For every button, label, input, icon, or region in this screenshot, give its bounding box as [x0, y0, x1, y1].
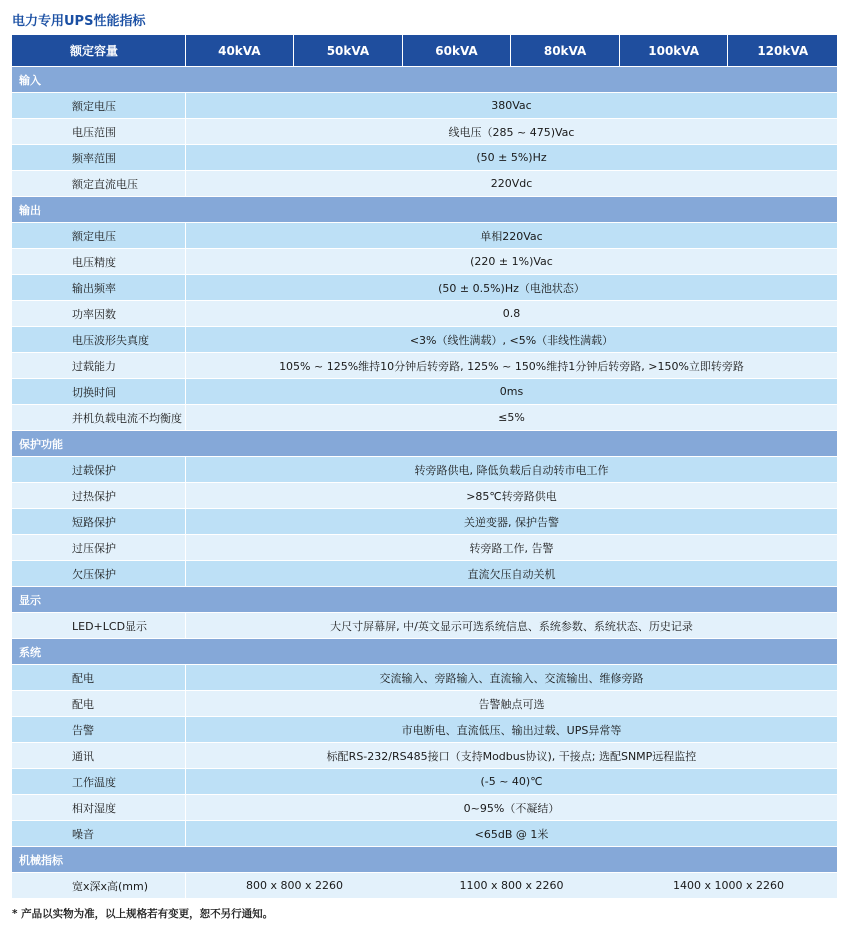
row-label: 配电 [12, 665, 186, 690]
row-value: >85℃转旁路供电 [466, 489, 557, 503]
row-value: 转旁路工作, 告警 [469, 541, 554, 555]
row-label: 相对湿度 [12, 795, 186, 820]
row-value: 220Vdc [490, 177, 533, 190]
table-row [12, 119, 837, 144]
table-row [12, 873, 837, 898]
table-row [12, 535, 837, 560]
page-title: 电力专用UPS性能指标 [12, 14, 146, 29]
row-label: 过载保护 [12, 457, 186, 482]
table-row [12, 405, 837, 430]
row-value: 0ms [499, 385, 524, 398]
table-row [12, 327, 837, 352]
table-row [12, 171, 837, 196]
row-label: 并机负载电流不均衡度 [12, 405, 186, 430]
table-row [12, 457, 837, 482]
section-display: 显示 [12, 587, 837, 612]
row-value: 交流输入、旁路输入、直流输入、交流输出、维修旁路 [379, 671, 644, 685]
row-value: 转旁路供电, 降低负载后自动转市电工作 [414, 463, 609, 477]
row-value: 关逆变器, 保护告警 [464, 515, 559, 529]
header-capacity: 40kVA [186, 35, 295, 66]
row-label: 配电 [12, 691, 186, 716]
row-value: (-5 ~ 40)℃ [480, 775, 543, 788]
row-value: (50 ± 0.5%)Hz（电池状态） [438, 281, 585, 295]
row-label: 频率范围 [12, 145, 186, 170]
row-label: 输出频率 [12, 275, 186, 300]
table-row [12, 379, 837, 404]
row-value: 市电断电、直流低压、输出过载、UPS异常等 [401, 723, 622, 737]
row-label: 短路保护 [12, 509, 186, 534]
table-row [12, 613, 837, 638]
row-label: 过载能力 [12, 353, 186, 378]
row-value: 105% ~ 125%维持10分钟后转旁路, 125% ~ 150%维持1分钟后转旁路, >150%立即转旁路 [279, 359, 744, 373]
row-value: <65dB @ 1米 [474, 827, 549, 841]
row-label: 欠压保护 [12, 561, 186, 586]
row-value: 0.8 [502, 307, 521, 320]
row-label: 告警 [12, 717, 186, 742]
row-label: 过压保护 [12, 535, 186, 560]
dimension-value: 1400 x 1000 x 2260 [673, 879, 784, 892]
header-capacity: 60kVA [403, 35, 512, 66]
section-output: 输出 [12, 197, 837, 222]
row-label: 通讯 [12, 743, 186, 768]
row-label: LED+LCD显示 [12, 613, 186, 638]
row-value: 线电压（285 ~ 475)Vac [448, 125, 575, 139]
table-row [12, 275, 837, 300]
row-value: 标配RS-232/RS485接口（支持Modbus协议), 干接点; 选配SNMP远程监控 [326, 749, 697, 763]
row-label: 额定电压 [12, 93, 186, 118]
footnote: * 产品以实物为准，以上规格若有变更，恕不另行通知。 [12, 908, 274, 920]
header-capacity: 80kVA [511, 35, 620, 66]
row-label: 宽x深x高(mm) [12, 873, 186, 898]
row-label: 噪音 [12, 821, 186, 846]
table-row [12, 821, 837, 846]
table-row [12, 717, 837, 742]
row-value: 0~95%（不凝结） [463, 801, 560, 815]
table-row [12, 795, 837, 820]
table-row [12, 483, 837, 508]
row-label: 过热保护 [12, 483, 186, 508]
row-value: 单相220Vac [480, 229, 543, 243]
header-rated-capacity: 额定容量 [12, 35, 186, 66]
table-row [12, 93, 837, 118]
row-value: (50 ± 5%)Hz [476, 151, 547, 164]
row-value: <3%（线性满载）, <5%（非线性满载） [409, 333, 614, 347]
row-label: 电压波形失真度 [12, 327, 186, 352]
table-row [12, 691, 837, 716]
table-row [12, 561, 837, 586]
table-row [12, 353, 837, 378]
header-capacity: 120kVA [757, 43, 809, 58]
row-value: 直流欠压自动关机 [467, 567, 556, 581]
row-value: 380Vac [491, 99, 532, 112]
row-label: 功率因数 [12, 301, 186, 326]
table-row [12, 509, 837, 534]
section-input: 输入 [12, 67, 837, 92]
table-row [12, 223, 837, 248]
table-row [12, 249, 837, 274]
row-value: ≤5% [498, 411, 525, 424]
row-label: 额定电压 [12, 223, 186, 248]
table-row [12, 145, 837, 170]
row-label: 额定直流电压 [12, 171, 186, 196]
header-capacity: 100kVA [620, 35, 729, 66]
section-system: 系统 [12, 639, 837, 664]
row-label: 工作温度 [12, 769, 186, 794]
table-row [12, 665, 837, 690]
row-label: 电压精度 [12, 249, 186, 274]
table-row [12, 769, 837, 794]
table-row [12, 743, 837, 768]
section-mechanical: 机械指标 [12, 847, 837, 872]
row-label: 电压范围 [12, 119, 186, 144]
row-value: (220 ± 1%)Vac [470, 255, 553, 268]
row-label: 切换时间 [12, 379, 186, 404]
row-value: 大尺寸屏幕屏, 中/英文显示可选系统信息、系统参数、系统状态、历史记录 [330, 619, 693, 633]
section-protection: 保护功能 [12, 431, 837, 456]
dimension-value: 1100 x 800 x 2260 [459, 879, 564, 892]
dimension-value: 800 x 800 x 2260 [246, 879, 343, 892]
row-value: 告警触点可选 [478, 697, 545, 711]
table-row [12, 301, 837, 326]
spec-table [12, 35, 837, 898]
header-capacity: 50kVA [294, 35, 403, 66]
table-header [12, 35, 837, 66]
